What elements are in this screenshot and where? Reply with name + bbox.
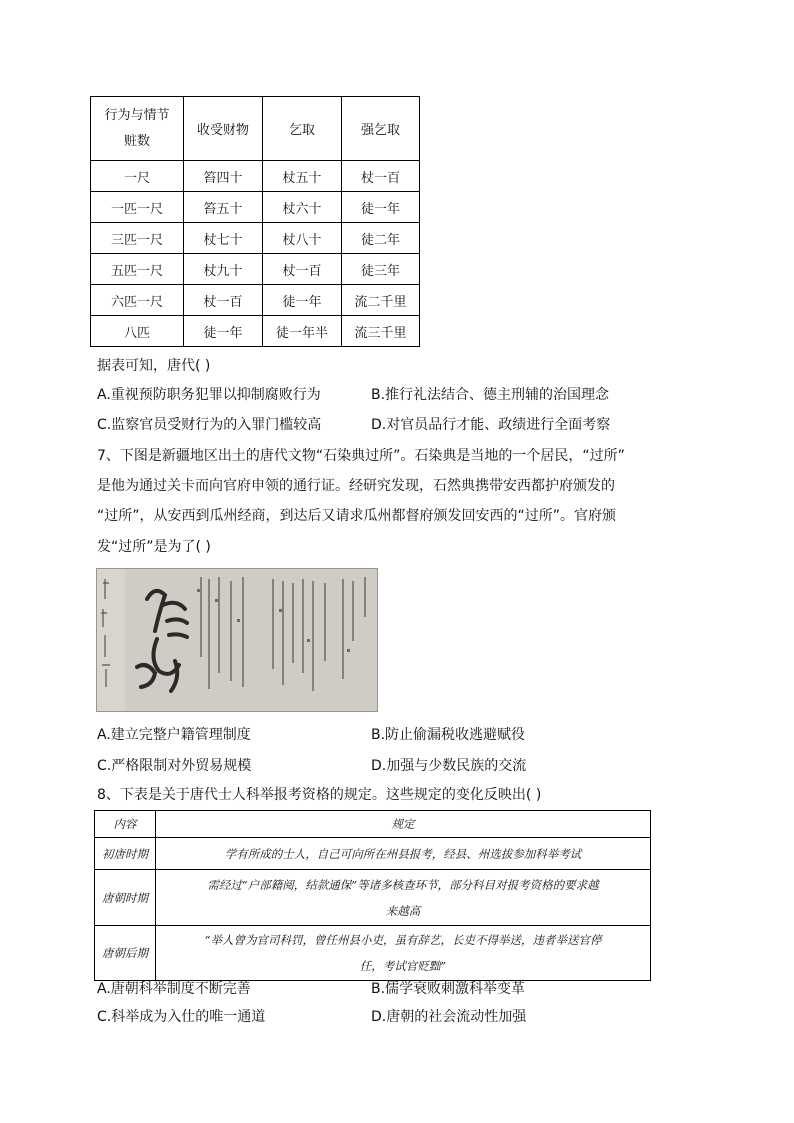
- q7-stem-line-3: “过所”，从安西到瓜州经商，到达后又请求瓜州都督府颁发回安西的“过所”。官府颁: [97, 508, 617, 524]
- q7-stem-line-1: 7、下图是新疆地区出土的唐代文物“石染典过所”。石染典是当地的一个居民，“过所”: [97, 448, 625, 464]
- header-behavior-label: 行为与情节: [104, 107, 170, 123]
- table-row: [95, 926, 651, 981]
- table-row: [91, 254, 420, 285]
- table-header-cell: 乞取: [263, 97, 342, 161]
- rule-cell: [156, 870, 651, 926]
- table-header-cell: 规定: [156, 811, 651, 838]
- table-row: [91, 192, 420, 223]
- table-cell: 杖一百: [263, 254, 342, 285]
- option-a[interactable]: A.唐朝科举制度不断完善: [97, 981, 251, 997]
- table-cell: 徒三年: [342, 254, 420, 285]
- table-cell: 八匹: [91, 316, 184, 347]
- option-d[interactable]: D.唐朝的社会流动性加强: [371, 1009, 527, 1025]
- q8-options-row-1: [97, 978, 526, 998]
- period-cell: 唐朝后期: [95, 926, 156, 981]
- penalty-table: [90, 96, 420, 347]
- table-cell: 徒二年: [342, 223, 420, 254]
- table-cell: 杖一百: [342, 161, 420, 192]
- rule-cell: [156, 926, 651, 981]
- table-cell: 徒一年: [184, 316, 263, 347]
- rule-text: 学有所成的士人，自己可向所在州县报考，经县、州选拔参加科举考试: [224, 846, 582, 861]
- option-d[interactable]: D.对官员品行才能、政绩进行全面考察: [371, 417, 611, 433]
- table-header-cell: 强乞取: [342, 97, 420, 161]
- rule-text: 来越高: [385, 903, 421, 918]
- option-b[interactable]: B.防止偷漏税收逃避赋役: [371, 727, 526, 743]
- q6-options-row-1: [97, 384, 610, 404]
- header-amount-label: 赃数: [123, 133, 150, 149]
- table-header-cell: 内容: [95, 811, 156, 838]
- q7-options-row-1: [97, 724, 526, 744]
- table-cell: 三匹一尺: [91, 223, 184, 254]
- table-cell: 六匹一尺: [91, 285, 184, 316]
- table-cell: 一匹一尺: [91, 192, 184, 223]
- guosuo-document-image: [96, 568, 378, 712]
- table-cell: 徒一年半: [263, 316, 342, 347]
- table-cell: 杖七十: [184, 223, 263, 254]
- q6-options-row-2: [97, 414, 611, 434]
- table-row: [95, 838, 651, 870]
- table-cell: 徒一年: [263, 285, 342, 316]
- q7-stem-line-2: 是他为通过关卡而向官府申领的通行证。经研究发现，石然典携带安西都护府颁发的: [97, 478, 615, 494]
- q6-stem: 据表可知，唐代( ): [97, 358, 211, 374]
- option-c[interactable]: C.监察官员受财行为的入罪门槛较高: [97, 417, 322, 433]
- q7-stem-line-4: 发“过所”是为了( ): [97, 539, 211, 555]
- table-header-cell: 收受财物: [184, 97, 263, 161]
- table-cell: 五匹一尺: [91, 254, 184, 285]
- q8-options-row-2: [97, 1006, 527, 1026]
- table-cell: 杖五十: [263, 161, 342, 192]
- q8-stem: 8、下表是关于唐代士人科举报考资格的规定。这些规定的变化反映出( ): [97, 787, 542, 803]
- table-cell: 一尺: [91, 161, 184, 192]
- option-b[interactable]: B.推行礼法结合、德主刑辅的治国理念: [371, 387, 610, 403]
- table-cell: 流三千里: [342, 316, 420, 347]
- period-cell: 唐朝时期: [95, 870, 156, 926]
- table-cell: 杖八十: [263, 223, 342, 254]
- q7-options-row-2: [97, 755, 527, 775]
- option-c[interactable]: C.严格限制对外贸易规模: [97, 758, 252, 774]
- table-header-cell: [91, 97, 184, 161]
- table-row: [91, 223, 420, 254]
- table-cell: 笞五十: [184, 192, 263, 223]
- option-a[interactable]: A.重视预防职务犯罪以抑制腐败行为: [97, 387, 321, 403]
- exam-qualification-table: [94, 810, 651, 981]
- rule-text: “举人曾为官司科罚，曾任州县小吏，虽有辞艺，长吏不得举送，违者举送官停: [204, 933, 602, 947]
- table-row: [91, 316, 420, 347]
- table-cell: 徒一年: [342, 192, 420, 223]
- rule-text: 需经过“户部籍阅，结款通保”等诸多核查环节，部分科目对报考资格的要求越: [207, 877, 599, 892]
- option-b[interactable]: B.儒学衰败刺激科举变革: [371, 981, 526, 997]
- rule-text: 任，考试官贬黜”: [359, 959, 447, 973]
- table-cell: 笞四十: [184, 161, 263, 192]
- table-cell: 流二千里: [342, 285, 420, 316]
- table-row: [95, 870, 651, 926]
- table-row: [91, 285, 420, 316]
- table-cell: 杖九十: [184, 254, 263, 285]
- table-cell: 杖六十: [263, 192, 342, 223]
- table-row: [91, 161, 420, 192]
- table-cell: 杖一百: [184, 285, 263, 316]
- rule-cell: [156, 838, 651, 870]
- period-cell: 初唐时期: [95, 838, 156, 870]
- option-c[interactable]: C.科举成为入仕的唯一通道: [97, 1009, 266, 1025]
- option-a[interactable]: A.建立完整户籍管理制度: [97, 727, 251, 743]
- option-d[interactable]: D.加强与少数民族的交流: [371, 758, 527, 774]
- manuscript-illustration: [97, 569, 377, 711]
